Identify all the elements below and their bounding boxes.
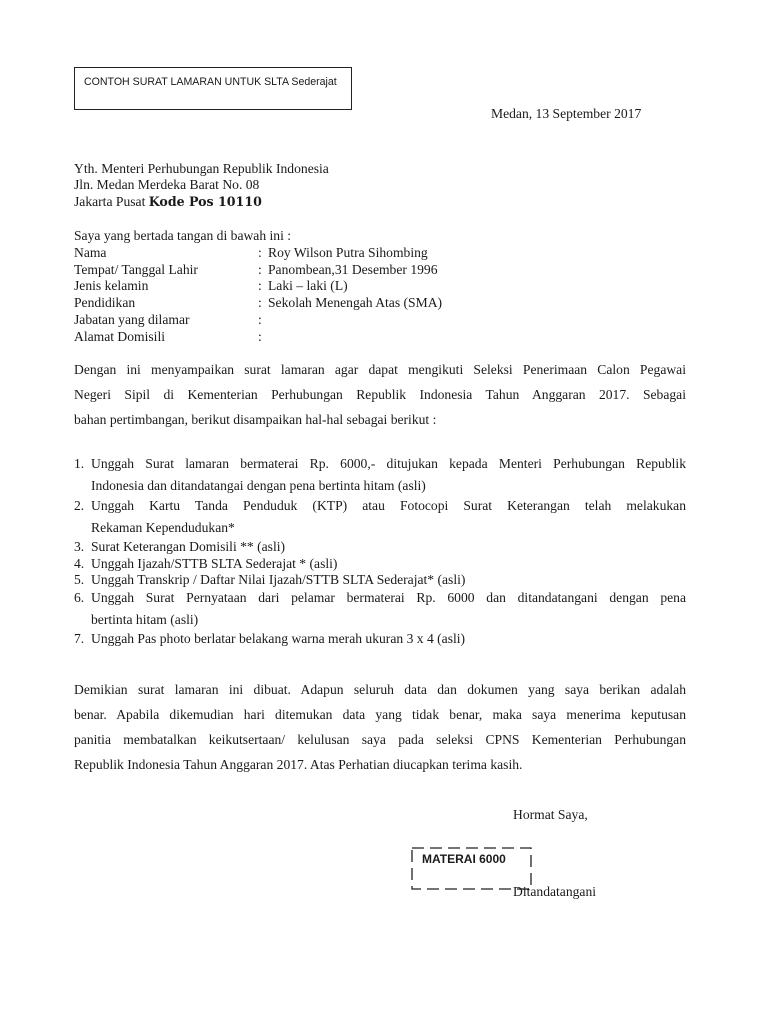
list-number: 2. (74, 498, 85, 513)
field-key: Jenis kelamin (74, 278, 149, 293)
paragraph-line: Republik Indonesia Tahun Anggaran 2017. Atas Perhatian diucapkan terima kasih. (74, 757, 523, 772)
list-item (74, 631, 686, 647)
intro-text: Saya yang bertada tangan di bawah ini : (74, 228, 292, 243)
field-colon: : (258, 245, 262, 260)
signature-note: Ditandatangani (513, 884, 597, 899)
list-item (74, 539, 686, 555)
field-key: Nama (74, 245, 107, 260)
list-text: Surat Keterangan Domisili ** (asli) (91, 539, 286, 554)
paragraph-line: Dengan ini menyampaikan surat lamaran agar dapat mengikuti Seleksi Penerimaan Calon Pegawai (74, 362, 686, 377)
list-item (74, 590, 686, 630)
recipient-line2: Jln. Medan Merdeka Barat No. 08 (74, 177, 260, 192)
list-text-continued: Indonesia dan ditandatangai dengan pena bertinta hitam (asli) (91, 478, 426, 493)
list-item (74, 456, 686, 496)
list-number: 7. (74, 631, 85, 646)
list-number: 3. (74, 539, 85, 554)
field-value: Panombean,31 Desember 1996 (268, 262, 438, 277)
paragraph-opening (74, 357, 686, 432)
field-value: Roy Wilson Putra Sihombing (268, 245, 428, 260)
postal-code: Kode Pos 10110 (148, 194, 262, 209)
field-colon: : (258, 329, 262, 344)
closing-salutation: Hormat Saya, (513, 807, 588, 822)
field-key: Tempat/ Tanggal Lahir (74, 262, 198, 277)
field-key: Pendidikan (74, 295, 136, 310)
recipient-city: Jakarta Pusat (74, 194, 149, 209)
recipient-line3 (74, 194, 262, 210)
list-text-continued: Rekaman Kependudukan* (91, 520, 235, 535)
paragraph-line: bahan pertimbangan, berikut disampaikan hal-hal sebagai berikut : (74, 412, 437, 427)
list-text: Unggah Surat Pernyataan dari pelamar bermaterai Rp. 6000 dan ditandatangani dengan pena (91, 590, 686, 605)
paragraph-line: panitia membatalkan keikutsertaan/ kelulusan saya pada seleksi CPNS Kementerian Perhubungan (74, 732, 686, 747)
field-colon: : (258, 312, 262, 327)
letter-type-label: CONTOH SURAT LAMARAN UNTUK SLTA Sederajat (84, 76, 337, 88)
list-item (74, 498, 686, 538)
field-value: Sekolah Menengah Atas (SMA) (268, 295, 443, 310)
field-colon: : (258, 295, 262, 310)
paragraph-line: Negeri Sipil di Kementerian Perhubungan Republik Indonesia Tahun Anggaran 2017. Sebagai (74, 387, 686, 402)
list-item (74, 572, 686, 588)
list-text: Unggah Kartu Tanda Penduduk (KTP) atau Fotocopi Surat Keterangan telah melakukan (91, 498, 686, 513)
paragraph-line: benar. Apabila dikemudian hari ditemukan data yang tidak benar, maka saya menerima keputusan (74, 707, 686, 722)
list-text: Unggah Pas photo berlatar belakang warna merah ukuran 3 x 4 (asli) (91, 631, 466, 646)
paragraph-closing (74, 677, 686, 777)
list-number: 6. (74, 590, 85, 605)
place-date: Medan, 13 September 2017 (491, 106, 642, 121)
recipient-line1: Yth. Menteri Perhubungan Republik Indonesia (74, 161, 329, 176)
list-text: Unggah Surat lamaran bermaterai Rp. 6000,- ditujukan kepada Menteri Perhubungan Republik (91, 456, 686, 471)
list-text: Unggah Ijazah/STTB SLTA Sederajat * (asli) (91, 556, 338, 571)
stamp-label: MATERAI 6000 (422, 852, 506, 866)
list-number: 5. (74, 572, 85, 587)
list-text: Unggah Transkrip / Daftar Nilai Ijazah/STTB SLTA Sederajat* (asli) (91, 572, 466, 587)
letter-type-box (74, 67, 352, 110)
list-text-continued: bertinta hitam (asli) (91, 612, 199, 627)
list-number: 1. (74, 456, 85, 471)
paragraph-line: Demikian surat lamaran ini dibuat. Adapun seluruh data dan dokumen yang saya berikan adalah (74, 682, 686, 697)
field-key: Alamat Domisili (74, 329, 165, 344)
list-item (74, 556, 686, 572)
list-number: 4. (74, 556, 85, 571)
field-value: Laki – laki (L) (268, 278, 348, 293)
field-colon: : (258, 262, 262, 277)
field-colon: : (258, 278, 262, 293)
field-key: Jabatan yang dilamar (74, 312, 190, 327)
